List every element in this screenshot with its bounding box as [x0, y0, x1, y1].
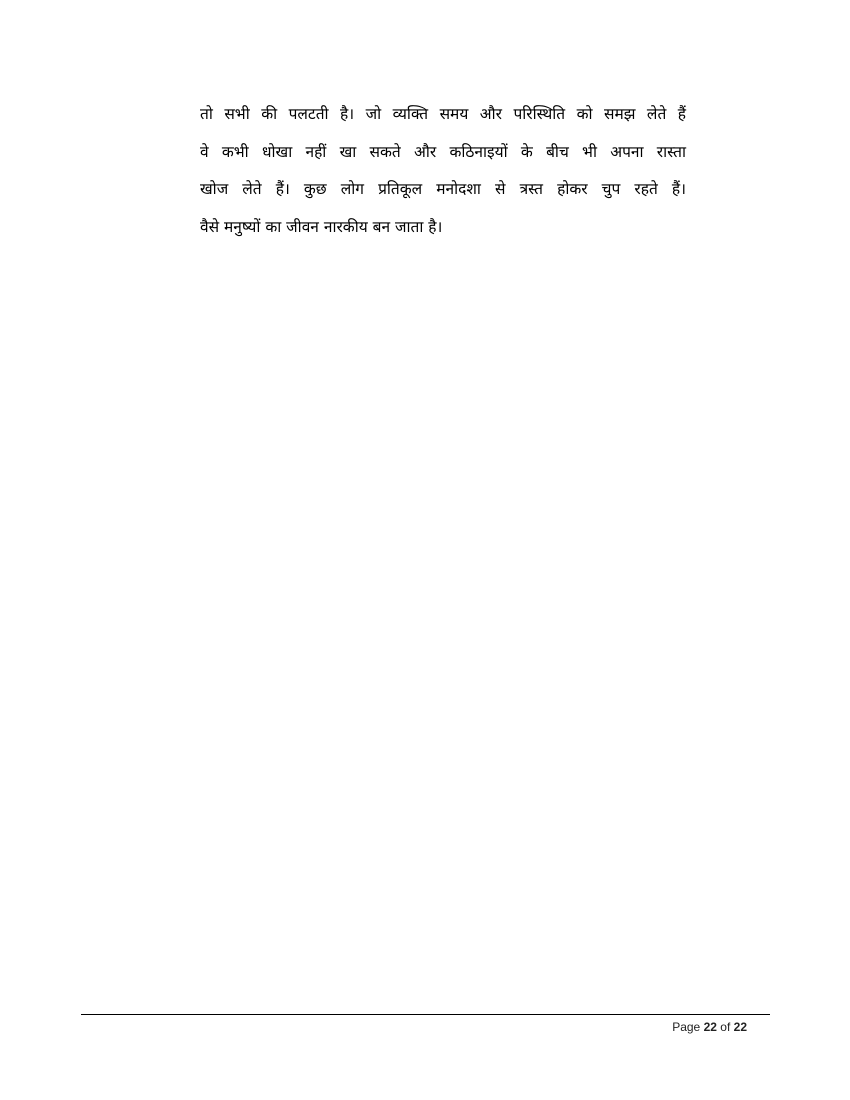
of-label: of	[720, 1020, 731, 1034]
page-label: Page	[672, 1020, 701, 1034]
paragraph-line: तो सभी की पलटती है। जो व्यक्ति समय और परिस्थिति को समझ लेते हैं	[200, 105, 686, 123]
total-page-count: 22	[733, 1020, 747, 1034]
paragraph-line: वे कभी धोखा नहीं खा सकते और कठिनाइयों के बीच भी अपना रास्ता	[200, 142, 686, 161]
paragraph-line: वैसे मनुष्यों का जीवन नारकीय बन जाता है।	[200, 217, 443, 236]
page-number-footer	[600, 1020, 747, 1034]
body-paragraph	[200, 96, 686, 246]
paragraph-line: खोज लेते हैं। कुछ लोग प्रतिकूल मनोदशा से त्रस्त होकर चुप रहते हैं।	[200, 180, 686, 198]
current-page-number: 22	[703, 1020, 717, 1034]
footer-divider	[81, 1014, 770, 1015]
